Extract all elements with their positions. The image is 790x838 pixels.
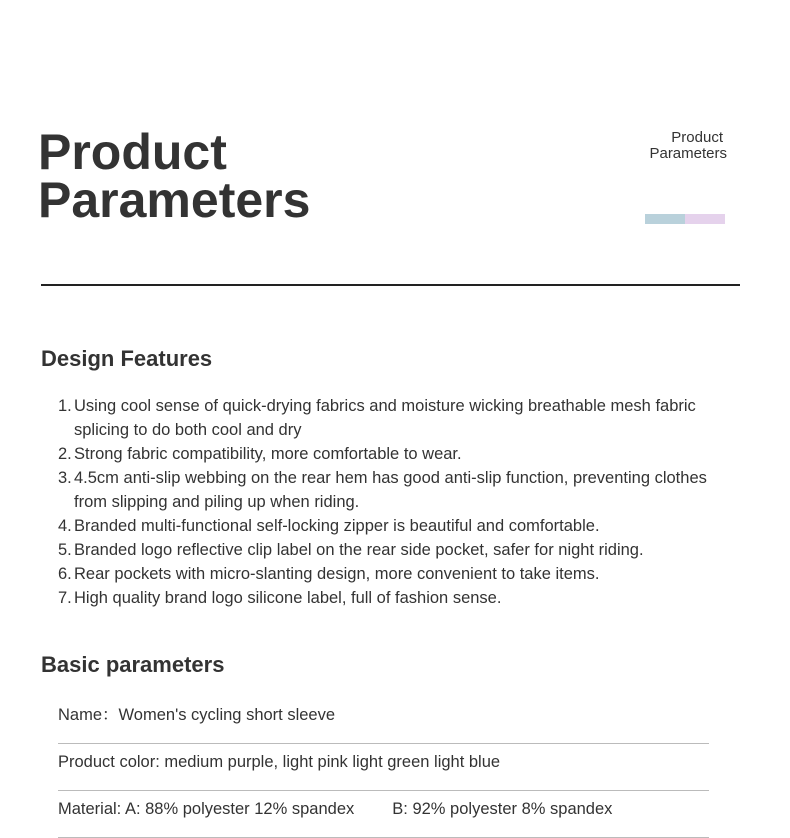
param-name-text: Name：Women's cycling short sleeve — [58, 706, 336, 724]
feature-number: 5. — [58, 541, 72, 559]
feature-number: 3. — [58, 469, 72, 487]
title-divider — [41, 284, 740, 286]
side-title-line-2: Parameters — [649, 145, 727, 162]
param-color-text: Product color: medium purple, light pink light green light blue — [58, 753, 501, 771]
design-features-list — [58, 394, 728, 610]
feature-item — [58, 442, 728, 466]
feature-item — [58, 394, 728, 442]
feature-text: High quality brand logo silicone label, full of fashion sense. — [74, 589, 502, 607]
page-title-line-2: Parameters — [38, 172, 311, 228]
feature-number: 2. — [58, 445, 72, 463]
param-row-name — [58, 698, 709, 744]
feature-item — [58, 514, 728, 538]
page-title-line-1: Product — [38, 124, 227, 180]
feature-number: 7. — [58, 589, 72, 607]
param-row-color — [58, 745, 709, 791]
feature-number: 1. — [58, 397, 72, 415]
basic-parameters-table — [58, 698, 709, 838]
feature-text: Branded logo reflective clip label on the rear side pocket, safer for night riding. — [74, 541, 644, 559]
side-title-line-1: Product — [671, 129, 723, 146]
feature-text: 4.5cm anti-slip webbing on the rear hem has good anti-slip function, preventing clothes from slipping and piling up when riding. — [74, 469, 707, 511]
side-title — [600, 130, 727, 162]
design-features-heading: Design Features — [41, 346, 213, 371]
feature-item — [58, 562, 728, 586]
feature-text: Rear pockets with micro-slanting design, more convenient to take items. — [74, 565, 600, 583]
color-swatch-blue — [645, 214, 685, 224]
param-material-b-text: B: 92% polyester 8% spandex — [392, 800, 613, 818]
basic-parameters-heading: Basic parameters — [41, 652, 225, 677]
feature-text: Strong fabric compatibility, more comfortable to wear. — [74, 445, 462, 463]
feature-number: 4. — [58, 517, 72, 535]
color-swatch-lilac — [685, 214, 725, 224]
feature-number: 6. — [58, 565, 72, 583]
feature-item — [58, 538, 728, 562]
feature-item — [58, 466, 728, 514]
color-swatch-bar — [645, 214, 725, 224]
param-row-material — [58, 792, 709, 838]
feature-text: Using cool sense of quick-drying fabrics and moisture wicking breathable mesh fabric splicing to do both cool and dry — [74, 397, 696, 439]
feature-item — [58, 586, 728, 610]
param-material-a-text: Material: A: 88% polyester 12% spandex — [58, 800, 355, 818]
feature-text: Branded multi-functional self-locking zipper is beautiful and comfortable. — [74, 517, 600, 535]
page-title — [38, 124, 311, 228]
